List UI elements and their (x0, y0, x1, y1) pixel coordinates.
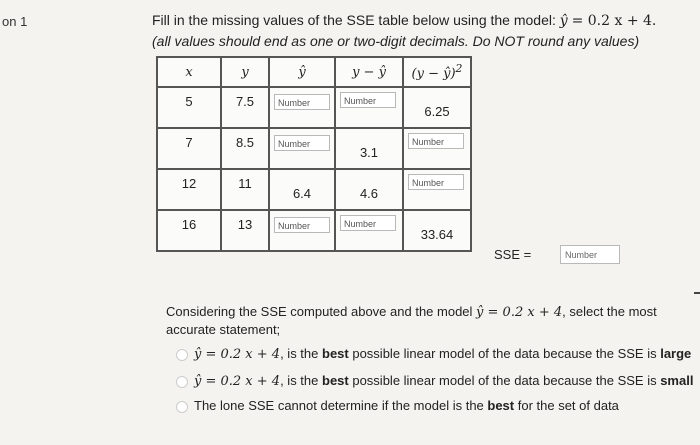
edge-mark (694, 292, 700, 294)
yhat-input[interactable]: Number (274, 94, 330, 110)
model-yhat: ŷ (559, 13, 568, 29)
sse-label: SSE = (494, 247, 532, 262)
cell-residual (335, 128, 403, 169)
radio-button[interactable] (176, 401, 188, 413)
header-squared-exponent: 2 (455, 62, 463, 76)
option-text: , is the (280, 346, 322, 361)
cell-value: 13 (237, 217, 253, 232)
yhat-input[interactable]: Number (274, 217, 330, 233)
cell-x (157, 169, 221, 210)
table-row (157, 169, 471, 210)
cell-value: 7.5 (235, 94, 255, 109)
cell-value: 5 (185, 94, 193, 109)
cell-x (157, 128, 221, 169)
cell-value: 33.64 (420, 227, 454, 242)
yhat-input[interactable]: Number (274, 135, 330, 151)
option-model: ŷ = 0.2 x + 4 (194, 347, 281, 362)
question2-prompt (166, 303, 666, 338)
cell-yhat (269, 210, 335, 251)
cell-value: 11 (238, 176, 252, 191)
cell-value: 12 (181, 176, 197, 191)
sse-table (156, 56, 472, 252)
table-row (157, 210, 471, 251)
cell-value: 8.5 (235, 135, 255, 150)
option-small[interactable] (176, 373, 693, 389)
cell-value: 7 (185, 135, 193, 150)
option-model: ŷ = 0.2 x + 4 (194, 374, 281, 389)
radio-button[interactable] (176, 349, 188, 361)
option-bold: small (660, 373, 694, 388)
option-large[interactable] (176, 346, 691, 362)
cell-squared (403, 128, 471, 169)
cell-squared (403, 210, 471, 251)
cell-value: 6.25 (424, 104, 450, 119)
cell-y (221, 87, 269, 128)
radio-button[interactable] (176, 376, 188, 388)
model-equation: = 0.2 x + 4. (571, 13, 657, 29)
cell-y (221, 169, 269, 210)
option-text: The lone SSE cannot determine if the model is the (194, 398, 488, 413)
header-y: y (221, 57, 269, 87)
question2-text: Considering the SSE computed above and the model (166, 304, 477, 319)
prompt-instructions: (all values should end as one or two-digit decimals. Do NOT round any values) (152, 33, 640, 49)
squared-input[interactable]: Number (408, 133, 464, 149)
squared-input[interactable]: Number (408, 174, 464, 190)
header-yhat: ŷ (269, 57, 335, 87)
header-squared-base: (y − ŷ) (411, 66, 456, 82)
option-text: possible linear model of the data because the SSE is (348, 346, 661, 361)
cell-value: 6.4 (292, 186, 312, 201)
cell-x (157, 87, 221, 128)
option-bold: large (660, 346, 692, 361)
option-bold: best (322, 346, 349, 361)
cell-y (221, 210, 269, 251)
option-cannot-determine[interactable] (176, 398, 619, 413)
cell-residual (335, 210, 403, 251)
option-bold: best (487, 398, 515, 413)
cell-x (157, 210, 221, 251)
prompt (152, 10, 656, 51)
sse-input[interactable]: Number (560, 245, 620, 264)
residual-input[interactable]: Number (340, 92, 396, 108)
cell-yhat (269, 128, 335, 169)
cell-squared (403, 87, 471, 128)
cell-y (221, 128, 269, 169)
question2-suffix: , select the most accurate statement; (166, 304, 657, 337)
cell-value: 3.1 (359, 145, 379, 160)
table-header-row (157, 57, 471, 87)
residual-input[interactable]: Number (340, 215, 396, 231)
table-row (157, 87, 471, 128)
cell-squared (403, 169, 471, 210)
prompt-text: Fill in the missing values of the SSE table below using the model: (152, 12, 560, 28)
cell-value: 16 (181, 217, 197, 232)
prompt-line1 (152, 10, 656, 31)
question2-model: ŷ = 0.2 x + 4 (476, 305, 563, 320)
cell-yhat (269, 169, 335, 210)
header-residual: y − ŷ (335, 57, 403, 87)
header-squared-residual (403, 57, 471, 87)
cell-value: 4.6 (359, 186, 379, 201)
cell-yhat (269, 87, 335, 128)
option-text: possible linear model of the data because the SSE is (348, 373, 661, 388)
table-row (157, 128, 471, 169)
cell-residual (335, 169, 403, 210)
header-x: x (157, 57, 221, 87)
cell-residual (335, 87, 403, 128)
question-number: on 1 (2, 14, 28, 29)
option-text: for the set of data (514, 398, 619, 413)
option-bold: best (322, 373, 349, 388)
option-text: , is the (280, 373, 322, 388)
